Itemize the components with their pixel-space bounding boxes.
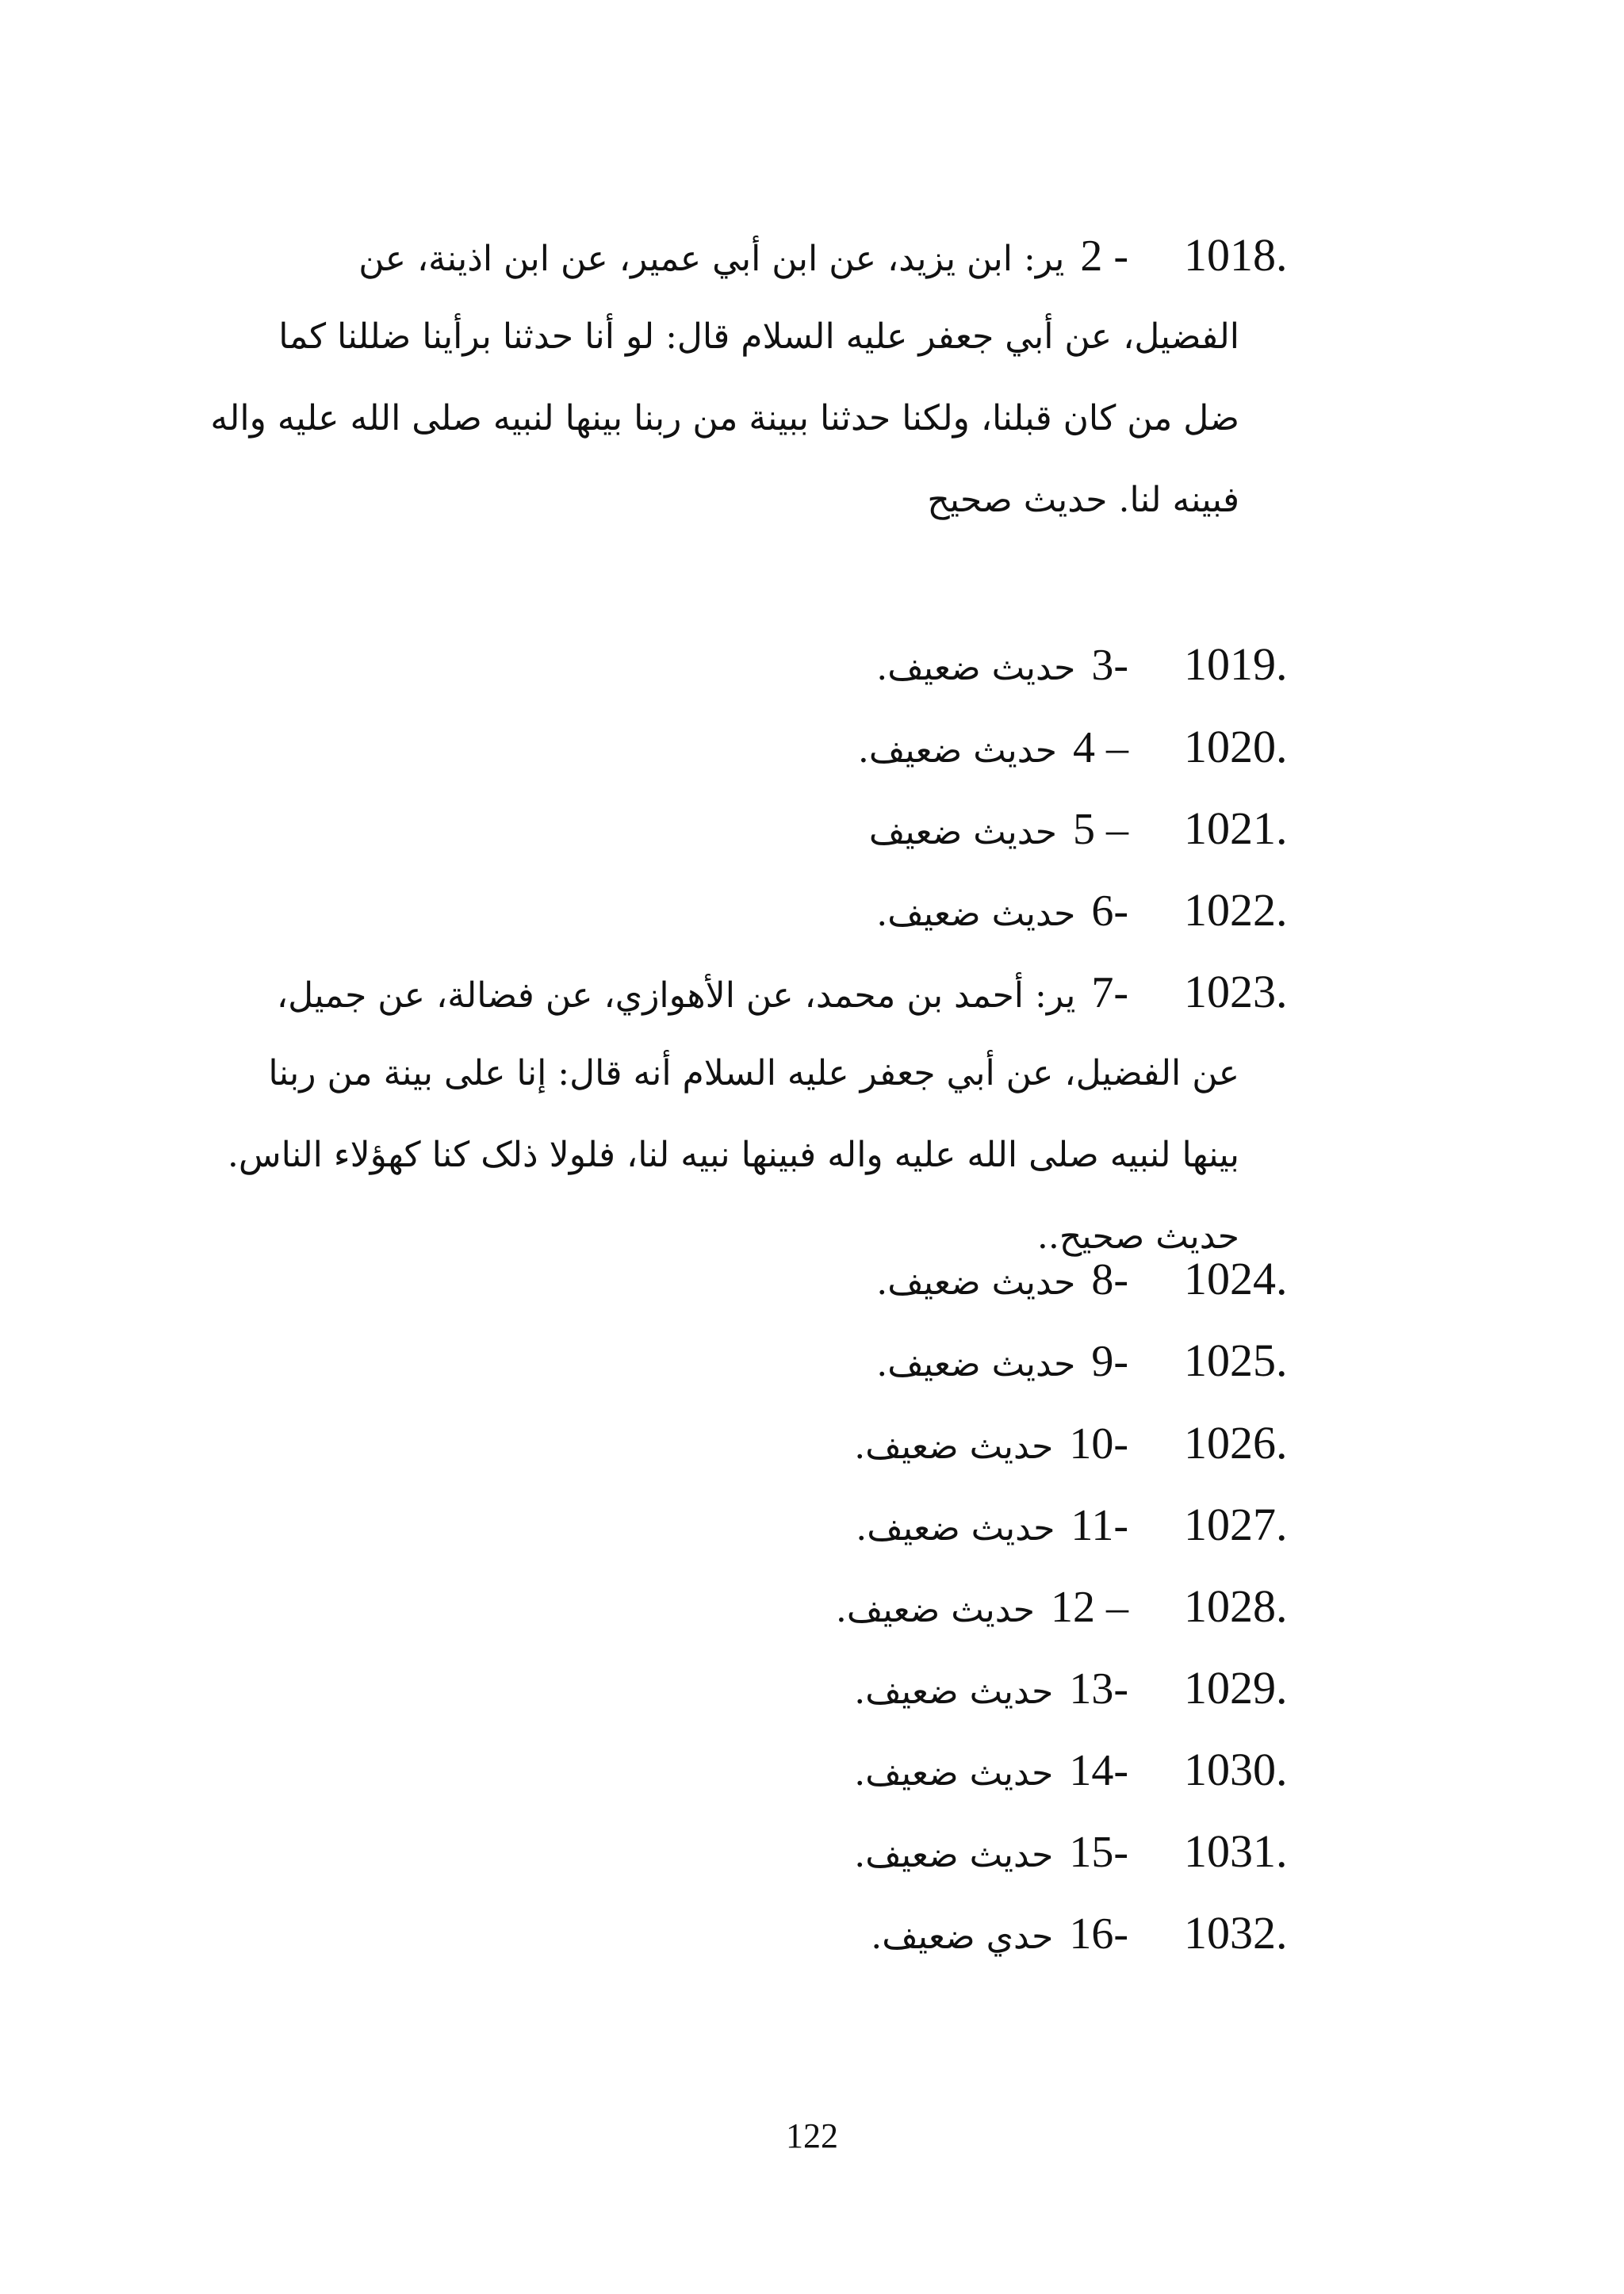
page-number: 122 <box>786 2116 838 2155</box>
hadith-entry <box>248 1729 1295 1810</box>
entry-first-line <box>248 1484 1295 1565</box>
entry-text: حدیث ضعیف. <box>876 1344 1076 1384</box>
entry-sub-number: 13- <box>1069 1664 1128 1714</box>
entry-first-line <box>248 787 1295 869</box>
entry-number: 1029. <box>1184 1662 1288 1714</box>
hadith-entry <box>248 1484 1295 1565</box>
entry-first-line <box>248 1729 1295 1810</box>
entry-first-line <box>248 869 1295 951</box>
entry-sub-number: 6- <box>1091 887 1128 936</box>
entry-text: حدیث ضعیف. <box>876 648 1076 688</box>
entry-text: حدیث ضعیف <box>868 812 1057 852</box>
entry-first-line <box>248 1892 1295 1974</box>
entry-number: 1018. <box>1184 229 1288 281</box>
entry-number: 1019. <box>1184 638 1288 690</box>
entry-sub-number: 4 – <box>1073 723 1128 772</box>
entry-number: 1028. <box>1184 1580 1288 1632</box>
hadith-entry <box>248 1647 1295 1729</box>
entry-number: 1030. <box>1184 1744 1288 1795</box>
entry-first-line <box>248 1647 1295 1729</box>
entry-number: 1032. <box>1184 1907 1288 1959</box>
hadith-entry <box>248 1810 1295 1892</box>
entry-text: حدیث ضعیف. <box>854 1672 1054 1712</box>
entry-sub-number: 9- <box>1091 1337 1128 1386</box>
hadith-entry <box>248 1319 1295 1401</box>
entry-continuation-line: حدیث صحیح.. <box>1036 1216 1239 1257</box>
entry-first-line <box>248 214 1295 296</box>
entry-text: حدیث ضعیف. <box>835 1590 1035 1630</box>
entry-number: 1025. <box>1184 1335 1288 1386</box>
hadith-entry <box>248 1565 1295 1647</box>
entry-first-line <box>248 1238 1295 1319</box>
entry-first-line <box>248 1810 1295 1892</box>
entry-text: حدیث ضعیف. <box>854 1427 1054 1467</box>
entry-first-line <box>248 1402 1295 1484</box>
hadith-entry <box>248 1892 1295 1974</box>
entry-number: 1027. <box>1184 1499 1288 1550</box>
entry-continuation-line: فبینه لنا. حدیث صحیح <box>927 480 1239 520</box>
entry-number: 1024. <box>1184 1253 1288 1304</box>
entry-sub-number: 16- <box>1069 1909 1128 1959</box>
entry-number: 1022. <box>1184 884 1288 936</box>
entry-sub-number: 7- <box>1091 968 1128 1017</box>
hadith-entry <box>248 787 1295 869</box>
entry-sub-number: 8- <box>1091 1255 1128 1304</box>
hadith-entry <box>248 1238 1295 1319</box>
entry-continuation-line: ضل من کان قبلنا، ولکنا حدثنا ببینة من ربنا بینها لنبیه صلی الله علیه واله <box>210 398 1239 439</box>
entry-continuation-line: بینها لنبیه صلی الله علیه واله فبینها نبیه لنا، فلولا ذلک کنا کهؤلاء الناس. <box>227 1135 1239 1175</box>
entry-sub-number: 12 – <box>1051 1583 1128 1632</box>
entry-number: 1031. <box>1184 1825 1288 1877</box>
entry-sub-number: 14- <box>1069 1746 1128 1795</box>
hadith-entry <box>210 214 1295 541</box>
entry-sub-number: 11- <box>1071 1501 1128 1550</box>
entry-first-line <box>248 1565 1295 1647</box>
entry-first-line <box>248 1319 1295 1401</box>
entry-text: حدي ضعیف. <box>871 1917 1054 1957</box>
entry-first-line <box>248 623 1295 705</box>
entry-first-line <box>248 951 1295 1032</box>
entry-text: یر: ابن یزید، عن ابن أبي عمیر، عن ابن اذینة، عن <box>358 239 1065 279</box>
entry-text: حدیث ضعیف. <box>876 894 1076 934</box>
hadith-entry <box>227 951 1295 1277</box>
hadith-entry <box>248 1402 1295 1484</box>
entry-number: 1023. <box>1184 966 1288 1017</box>
entry-sub-number: 15- <box>1069 1828 1128 1877</box>
entry-sub-number: 2 - <box>1080 232 1128 281</box>
entry-number: 1026. <box>1184 1417 1288 1469</box>
entry-sub-number: 10- <box>1069 1419 1128 1469</box>
entry-continuation-line: عن الفضیل، عن أبي جعفر علیه السلام أنه قال: إنا علی بینة من ربنا <box>268 1053 1239 1093</box>
entry-sub-number: 5 – <box>1073 805 1128 854</box>
entry-number: 1021. <box>1184 802 1288 854</box>
entry-text: حدیث ضعیف. <box>876 1262 1076 1303</box>
entry-text: حدیث ضعیف. <box>857 730 1057 771</box>
hadith-entry <box>248 869 1295 951</box>
entry-number: 1020. <box>1184 721 1288 772</box>
entry-text: حدیث ضعیف. <box>856 1508 1055 1549</box>
entry-sub-number: 3- <box>1091 641 1128 690</box>
entry-text: حدیث ضعیف. <box>854 1835 1054 1875</box>
entry-text: یر: أحمد بن محمد، عن الأهوازي، عن فضالة، عن جمیل، <box>276 975 1076 1016</box>
entry-text: حدیث ضعیف. <box>854 1753 1054 1794</box>
hadith-entry <box>248 623 1295 705</box>
entry-first-line <box>248 706 1295 787</box>
hadith-entry <box>248 706 1295 787</box>
entry-continuation-line: الفضیل، عن أبي جعفر علیه السلام قال: لو أنا حدثنا برأینا ضللنا کما <box>278 316 1239 357</box>
